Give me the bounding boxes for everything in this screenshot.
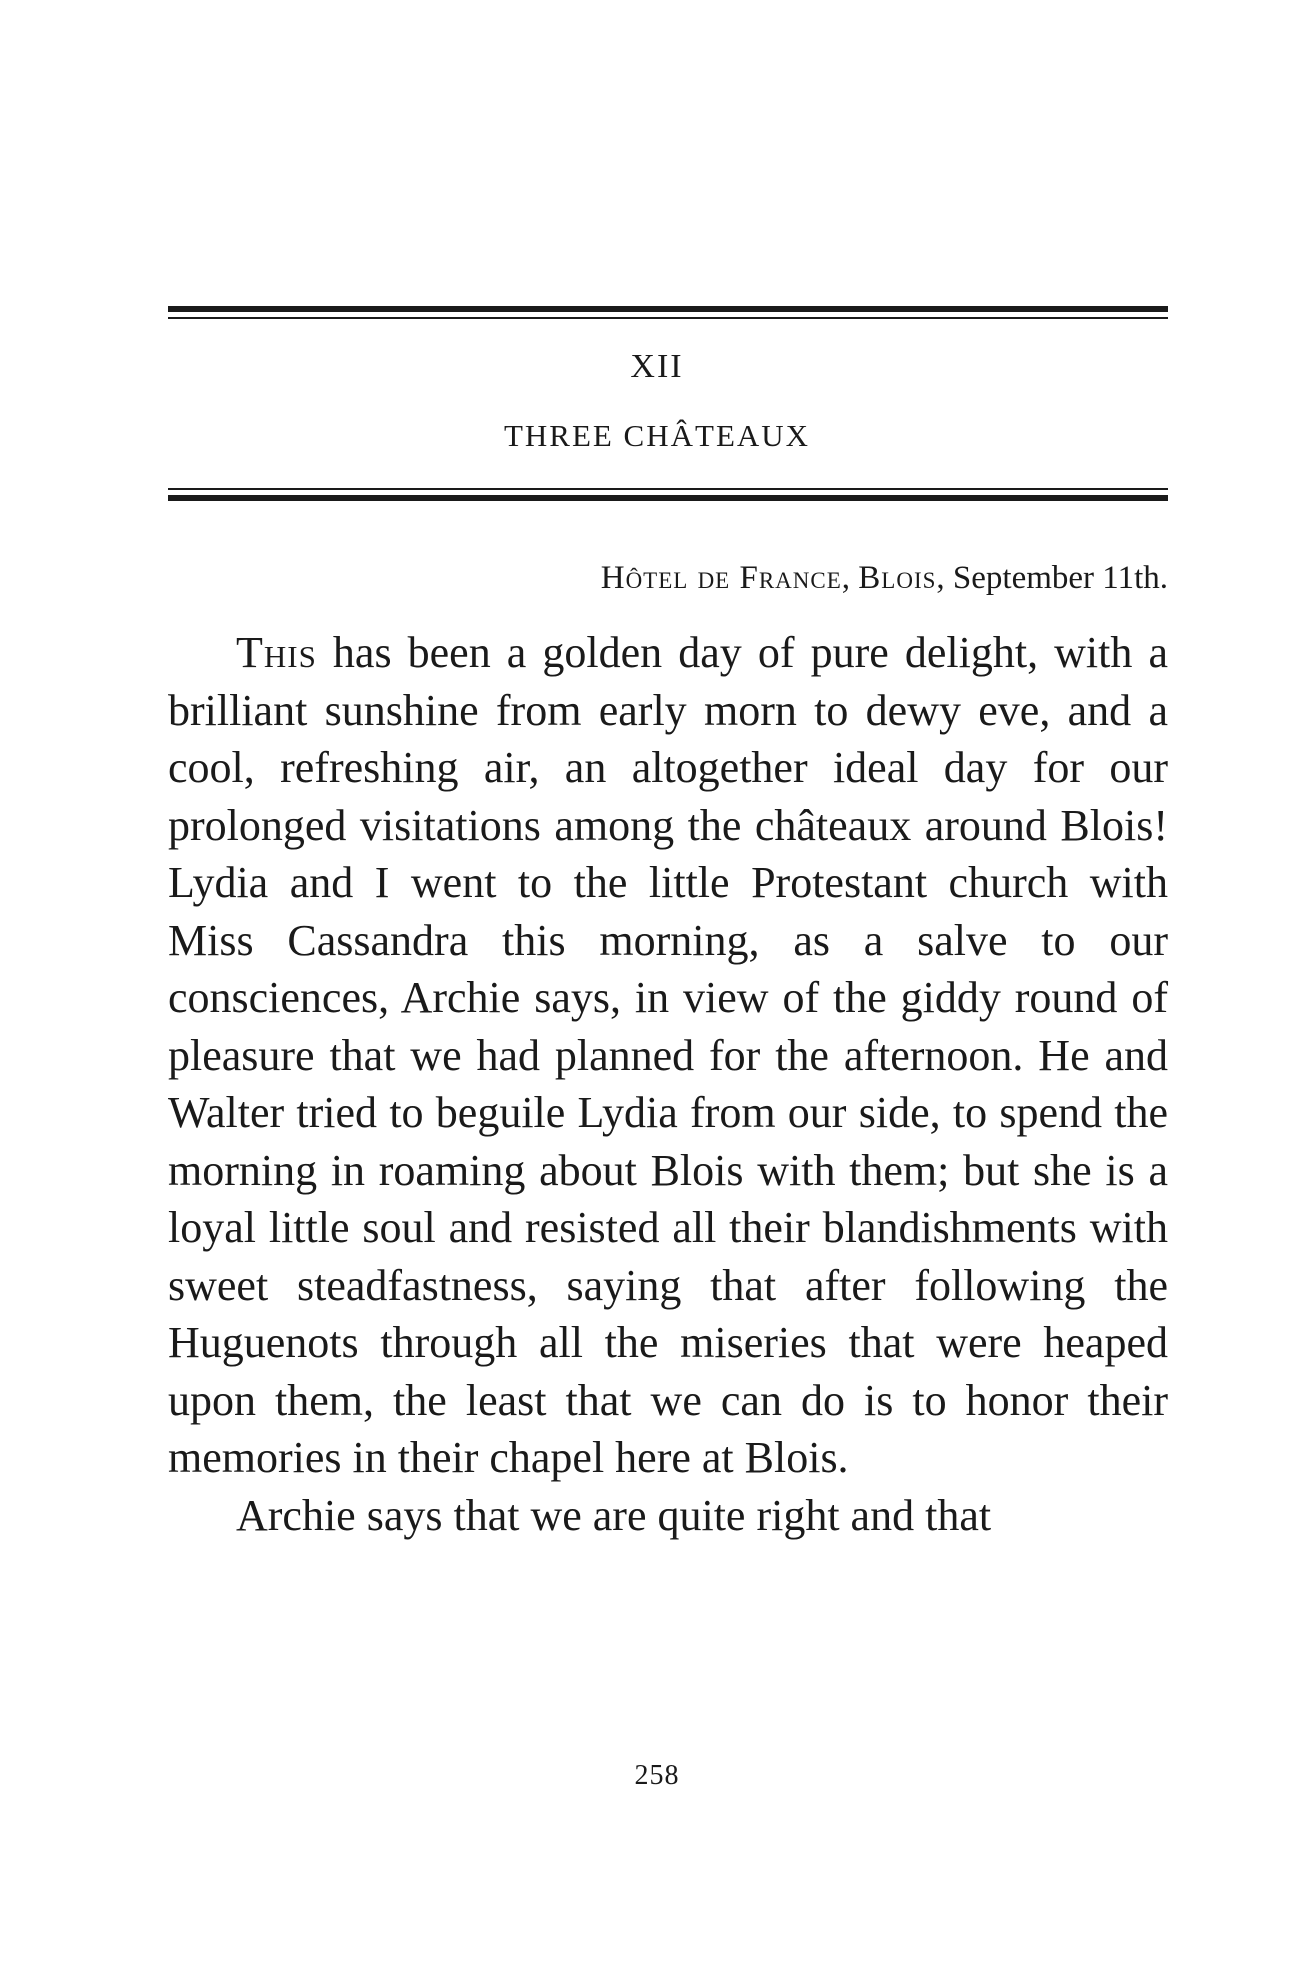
dateline-hotel: Hôtel de France <box>600 560 842 596</box>
page-number: 258 <box>634 1760 680 1791</box>
chapter-title: THREE CHÂTEAUX <box>503 418 811 453</box>
chapter-number: XII <box>630 348 684 385</box>
header-rule-top <box>168 306 1168 319</box>
dateline: Hôtel de France, Blois, September 11th. <box>600 560 1168 596</box>
header-rule-bottom <box>168 488 1168 501</box>
paragraph-text: Archie says that we are quite right and that <box>236 1490 992 1540</box>
body-text <box>168 624 1168 1544</box>
dateline-date: September 11th. <box>952 560 1168 596</box>
dateline-city: Blois <box>858 560 937 596</box>
paragraph-text: has been a golden day of pure delight, with a brilliant sunshine from early morn to dewy eve, and a cool, refreshing air, an altogether ideal day for our prolonged visitations among the châteaux around Blois! Lydia and I went to the little Protestant church with Miss Cassandra this morning, as a salve to our consciences, Archie says, in view of the giddy round of pleasure that we had planned for the afternoon. He and Walter tried to beguile Lydia from our side, to spend the morning in roaming about Blois with them; but she is a loyal little soul and resisted all their blandishments with sweet steadfastness, saying that after following the Huguenots through all the miseries that were heaped upon them, the least that we can do is to honor their memories in their chapel here at Blois. <box>168 628 1168 1482</box>
paragraph <box>168 624 1168 1487</box>
paragraph <box>168 1487 1168 1545</box>
paragraph-lead-word: This <box>236 628 317 677</box>
